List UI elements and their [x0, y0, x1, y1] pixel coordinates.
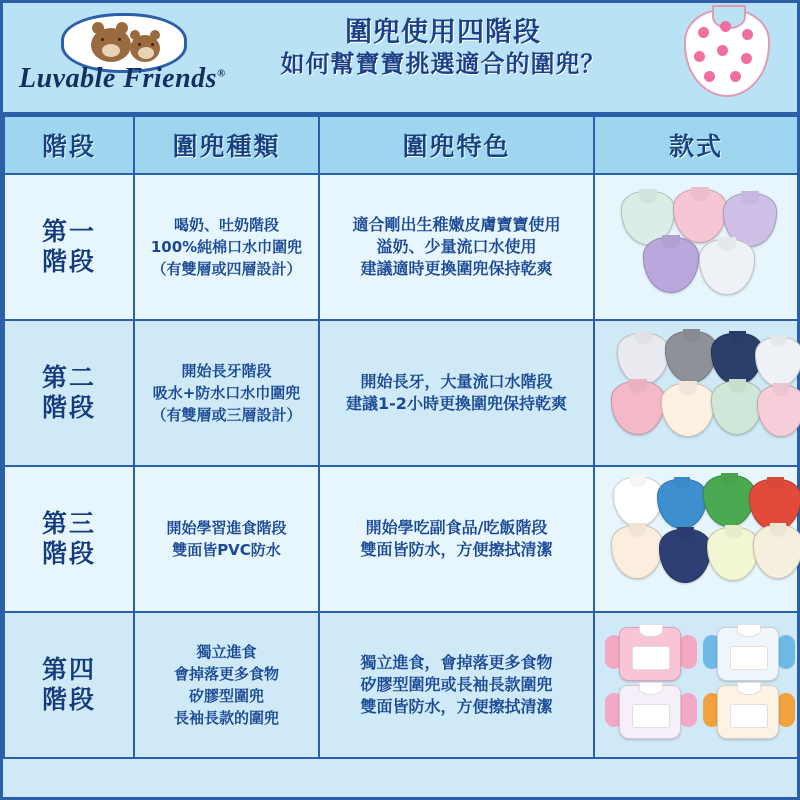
kind-cell-2: [134, 320, 319, 466]
feature-2-line-2: 建議1-2小時更換圍兜保持乾爽: [346, 394, 567, 413]
feature-4-line-1: 獨立進食，會掉落更多食物: [360, 653, 553, 672]
page-title: [253, 17, 633, 79]
feature-3-line-2: 雙面皆防水，方便擦拭清潔: [360, 540, 553, 559]
stage-4-line-1: 第四: [41, 655, 96, 684]
kind-2-line-1: 開始長牙階段: [181, 362, 272, 380]
title-line-1: 圍兜使用四階段: [345, 17, 541, 48]
feature-3-line-1: 開始學吃副食品/吃飯階段: [365, 518, 548, 537]
feature-1-line-3: 建議適時更換圍兜保持乾爽: [360, 259, 553, 278]
kind-3-line-1: 開始學習進食階段: [166, 519, 287, 537]
table-row: [4, 612, 798, 758]
kind-cell-1: [134, 174, 319, 320]
stage-label-4: [4, 612, 134, 758]
table-row: [4, 320, 798, 466]
table-header-row: [4, 116, 798, 174]
brand-name-text: Luvable Friends: [19, 63, 218, 94]
feature-2-line-1: 開始長牙，大量流口水階段: [360, 372, 553, 391]
kind-1-line-2: 100%純棉口水巾圍兜: [150, 238, 303, 256]
column-header-stage: 階段: [4, 116, 134, 174]
style-cell-4: [594, 612, 798, 758]
long-sleeve-smocks-group-icon: [599, 619, 793, 751]
pvc-printed-bibs-group-icon: [599, 473, 793, 605]
stage-label-2: [4, 320, 134, 466]
kind-4-line-2: 會掉落更多食物: [173, 665, 279, 683]
kind-2-line-3: （有雙層或三層設計）: [151, 406, 302, 424]
stage-label-1: [4, 174, 134, 320]
stages-table: [3, 115, 799, 759]
kind-1-line-3: （有雙層或四層設計）: [151, 260, 302, 278]
style-cell-1: [594, 174, 798, 320]
feature-cell-4: [319, 612, 594, 758]
waterproof-bibs-group-icon: [599, 327, 793, 459]
stage-3-line-2: 階段: [41, 539, 96, 568]
stage-4-line-2: 階段: [41, 685, 96, 714]
header: [3, 3, 797, 115]
style-cell-2: [594, 320, 798, 466]
stage-1-line-2: 階段: [41, 247, 96, 276]
column-header-feature: 圍兜特色: [319, 116, 594, 174]
stage-2-line-1: 第二: [41, 363, 96, 392]
pink-polka-dot-bib-icon: [679, 9, 775, 109]
pastel-cotton-bibs-group-icon: [599, 181, 793, 313]
kind-4-line-1: 獨立進食: [196, 643, 257, 661]
registered-mark: ®: [217, 67, 226, 80]
stage-label-3: [4, 466, 134, 612]
feature-4-line-3: 雙面皆防水，方便擦拭清潔: [360, 697, 553, 716]
brand-logo: [19, 11, 249, 107]
stage-3-line-1: 第三: [41, 509, 96, 538]
feature-4-line-2: 矽膠型圍兜或長袖長款圍兜: [360, 675, 553, 694]
feature-cell-1: [319, 174, 594, 320]
style-cell-3: [594, 466, 798, 612]
table-row: [4, 466, 798, 612]
kind-cell-4: [134, 612, 319, 758]
feature-cell-3: [319, 466, 594, 612]
feature-1-line-1: 適合剛出生稚嫩皮膚寶寶使用: [352, 215, 561, 234]
column-header-kind: 圍兜種類: [134, 116, 319, 174]
brand-name: [19, 63, 249, 95]
kind-4-line-4: 長袖長款的圍兜: [173, 709, 279, 727]
kind-2-line-2: 吸水+防水口水巾圍兜: [152, 384, 301, 402]
table-row: [4, 174, 798, 320]
kind-1-line-1: 喝奶、吐奶階段: [173, 216, 279, 234]
stage-2-line-2: 階段: [41, 393, 96, 422]
kind-cell-3: [134, 466, 319, 612]
kind-4-line-3: 矽膠型圍兜: [188, 687, 264, 705]
title-line-2: 如何幫寶寶挑選適合的圍兜？: [280, 50, 606, 78]
feature-1-line-2: 溢奶、少量流口水使用: [376, 237, 537, 256]
column-header-style: 款式: [594, 116, 798, 174]
feature-cell-2: [319, 320, 594, 466]
stage-1-line-1: 第一: [41, 217, 96, 246]
kind-3-line-2: 雙面皆PVC防水: [172, 541, 281, 559]
